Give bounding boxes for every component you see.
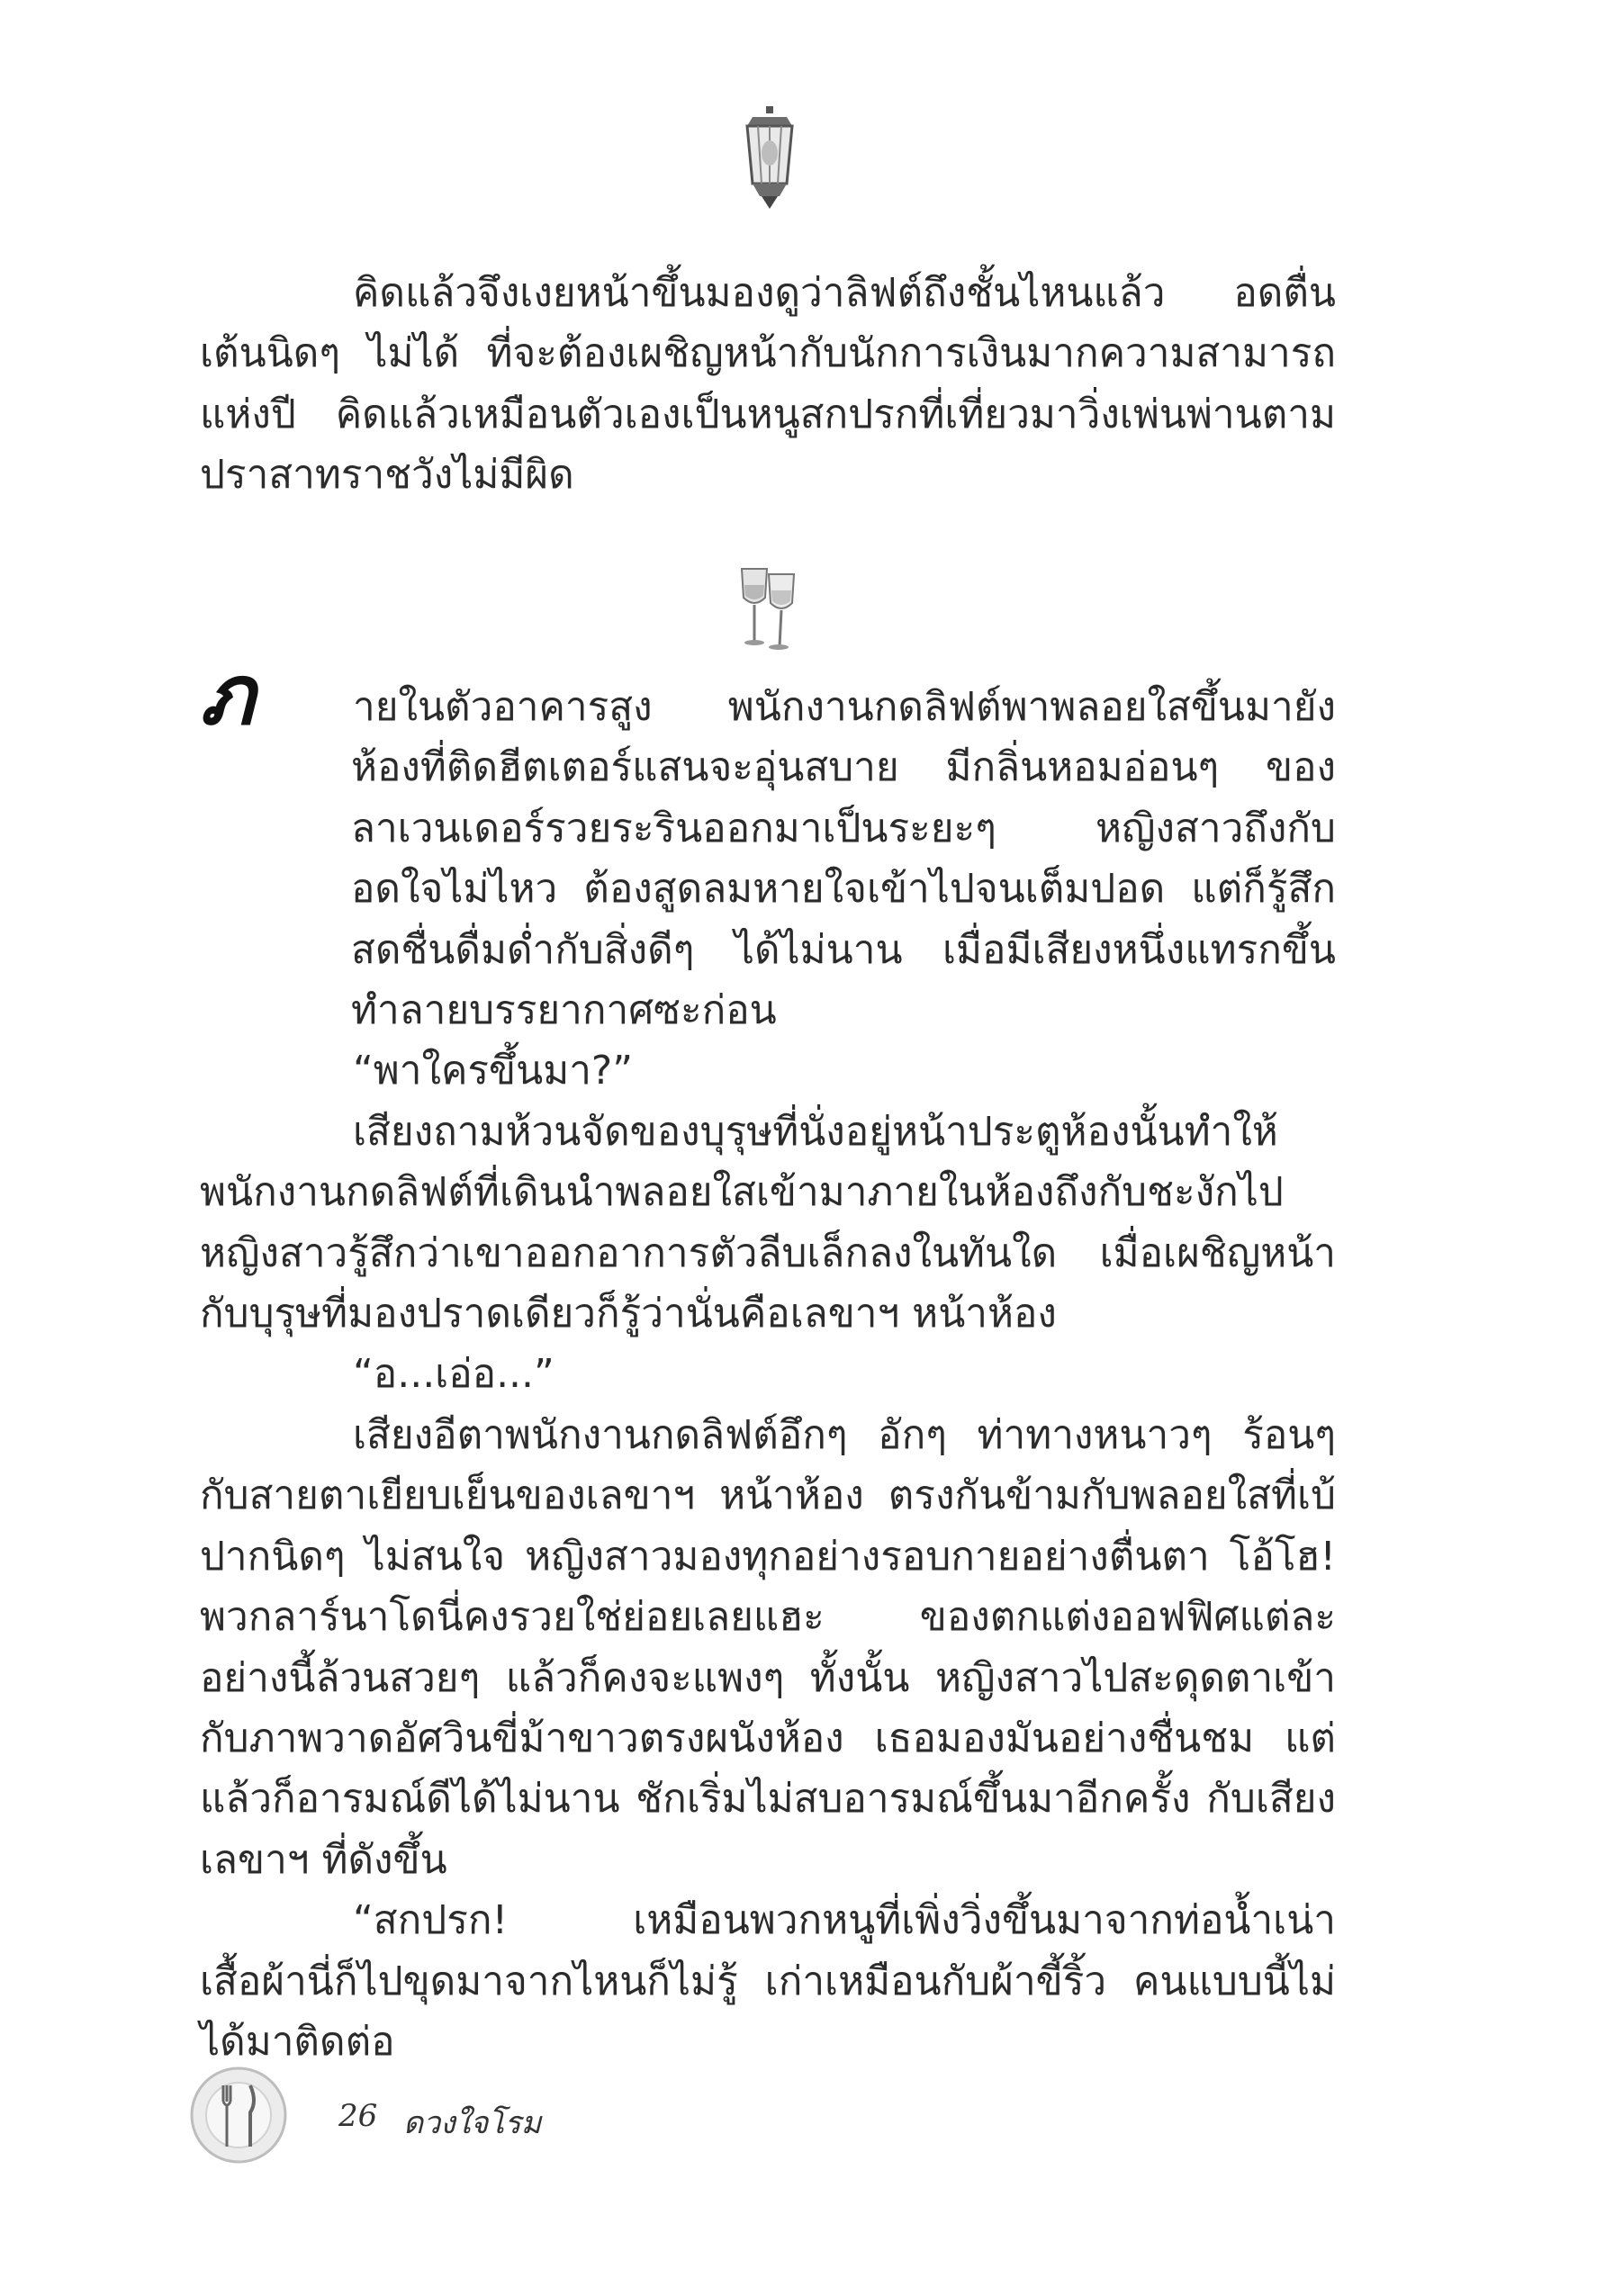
plate-cutlery-icon <box>189 2066 288 2165</box>
book-title: ดวงใจโรม <box>403 2105 542 2141</box>
paragraph: เสียงถามห้วนจัดของบุรุษที่นั่งอยู่หน้าประตูห้องนั้นทำให้พนักงานกดลิฟต์ที่เดินนำพลอยใสเข้ามาภายในห้องถึงกับชะงักไป หญิงสาวรู้สึกว่าเขาออกอาการตัวลีบเล็กลงในทันใด เมื่อเผชิญหน้ากับบุรุษที่มองปราดเดียวก็รู้ว่านั่นคือเลขาฯ หน้าห้อง <box>200 1108 1336 1337</box>
page-footer <box>189 2066 729 2165</box>
section-1-text <box>200 263 1336 506</box>
first-paragraph-text: ายในตัวอาคารสูง พนักงานกดลิฟต์พาพลอยใสขึ้นมายังห้องที่ติดฮีตเตอร์แสนจะอุ่นสบาย มีกลิ่นหอมอ่อนๆ ของลาเวนเดอร์รวยระรินออกมาเป็นระยะๆ หญิงสาวถึงกับอดใจไม่ไหว ต้องสูดลมหายใจเข้าไปจนเต็มปอด แต่ก็รู้สึกสดชื่นดื่มด่ำกับสิ่งดีๆ ได้ไม่นาน เมื่อมีเสียงหนึ่งแทรกขึ้นทำลายบรรยากาศซะก่อน <box>351 684 1336 1034</box>
first-paragraph: ภ ายในตัวอาคารสูง พนักงานกดลิฟต์พาพลอยใสขึ้นมายังห้องที่ติดฮีตเตอร์แสนจะอุ่นสบาย มีกลิ่นหอมอ่อนๆ ของลาเวนเดอร์รวยระรินออกมาเป็นระยะๆ หญิงสาวถึงกับอดใจไม่ไหว ต้องสูดลมหายใจเข้าไปจนเต็มปอด แต่ก็รู้สึกสดชื่นดื่มด่ำกับสิ่งดีๆ ได้ไม่นาน เมื่อมีเสียงหนึ่งแทรกขึ้นทำลายบรรยากาศซะก่อน <box>200 646 1336 1034</box>
lantern-icon <box>740 106 799 209</box>
page-number: 26 <box>338 2098 378 2134</box>
paragraph: “พาใครขึ้นมา?” <box>353 1048 634 1094</box>
paragraph: “อ...เอ่อ...” <box>353 1351 555 1398</box>
section-2-text <box>200 646 1336 2072</box>
paragraph: คิดแล้วจึงเงยหน้าขึ้นมองดูว่าลิฟต์ถึงชั้นไหนแล้ว อดตื่นเต้นนิดๆ ไม่ได้ ที่จะต้องเผชิญหน้ากับนักการเงินมากความสามารถแห่งปี คิดแล้วเหมือนตัวเองเป็นหนูสกปรกที่เที่ยวมาวิ่งเพ่นพ่านตามปราสาทราชวังไม่มีผิด <box>200 270 1336 499</box>
paragraph: เสียงอีตาพนักงานกดลิฟต์อึกๆ อักๆ ท่าทางหนาวๆ ร้อนๆ กับสายตาเยียบเย็นของเลขาฯ หน้าห้อง ตรงกันข้ามกับพลอยใสที่เบ้ปากนิดๆ ไม่สนใจ หญิงสาวมองทุกอย่างรอบกายอย่างตื่นตา โอ้โฮ! พวกลาร์นาโดนี่คงรวยใช่ย่อยเลยแฮะ ของตกแต่งออฟฟิศแต่ละอย่างนี้ล้วนสวยๆ แล้วก็คงจะแพงๆ ทั้งนั้น หญิงสาวไปสะดุดตาเข้ากับภาพวาดอัศวินขี่ม้าขาวตรงผนังห้อง เธอมองมันอย่างชื่นชม แต่แล้วก็อารมณ์ดีได้ไม่นาน ชักเริ่มไม่สบอารมณ์ขึ้นมาอีกครั้ง กับเสียงเลขาฯ ที่ดังขึ้น <box>200 1411 1336 1883</box>
paragraph: “สกปรก! เหมือนพวกหนูที่เพิ่งวิ่งขึ้นมาจากท่อน้ำเน่า เสื้อผ้านี่ก็ไปขุดมาจากไหนก็ไม่รู้ เก่าเหมือนกับผ้าขี้ริ้ว คนแบบนี้ไม่ได้มาติดต่อ <box>200 1897 1336 2065</box>
wine-glasses-icon <box>736 565 799 652</box>
